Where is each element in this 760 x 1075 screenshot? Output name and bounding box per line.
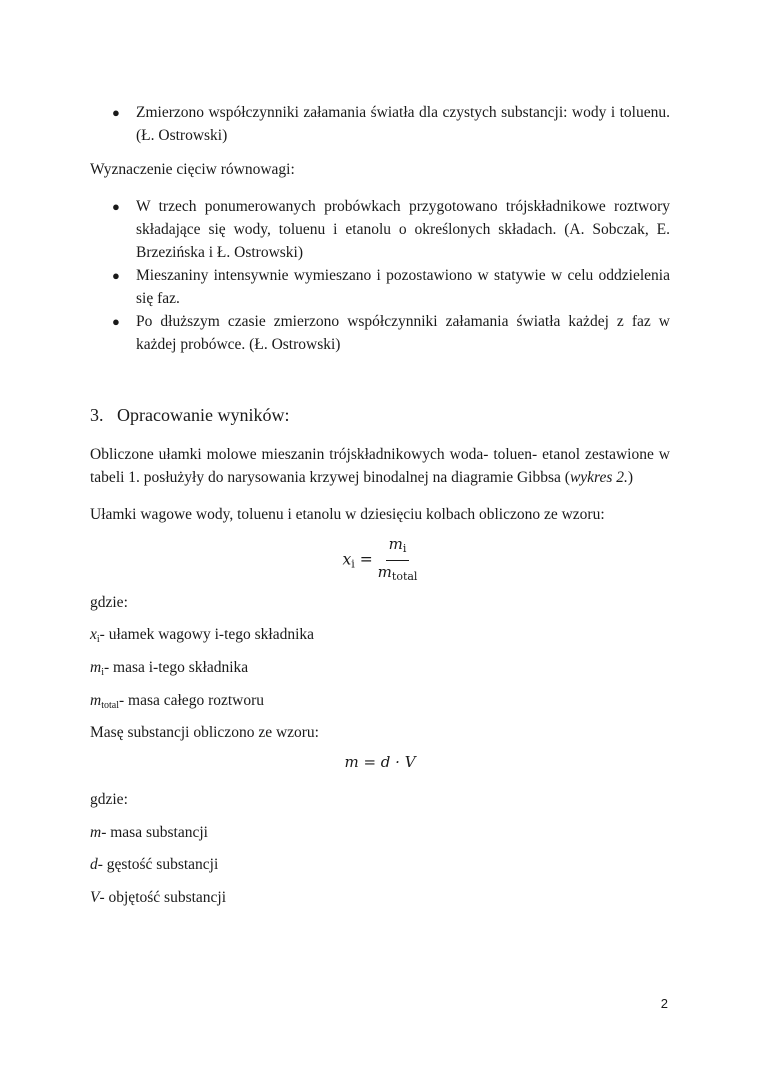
page-number: 2 [660,996,668,1011]
bullet-icon: ● [112,105,120,120]
list-item: ● W trzech ponumerowanych probówkach przygotowano trójskładnikowe roztwory składające się wody, toluenu i etanolu o określonych składach. (A. Sobczak, E. Brzezińska i Ł. Ostrowski) [90,195,670,264]
bullet-icon: ● [112,268,120,283]
section-number: 3. [90,405,104,425]
bullet-list-procedure [90,195,670,356]
list-item: ● Zmierzono współczynniki załamania światła dla czystych substancji: wody i toluenu. (Ł. Ostrowski) [90,101,670,147]
document-page [90,0,670,1075]
fraction: $\frac{m_i}{m_{total}}$ [377,535,418,583]
definition-mi: $m_i-$ masa i-tego składnika [90,659,249,678]
gdzie-label: gdzie: [90,594,128,611]
section-label-cieciw: Wyznaczenie cięciw równowagi: [90,161,295,178]
bullet-icon: ● [112,314,120,329]
list-item: ● Mieszaniny intensywnie wymieszano i pozostawiono w statywie w celu oddzielenia się faz. [90,264,670,310]
formula-mass: m = d · V [344,753,416,771]
formula-mass-fraction: $x_i$ = $\frac{m_i}{m_{total}}$ [90,535,670,586]
bullet-icon: ● [112,199,120,214]
section-heading [90,403,289,427]
definition-v: V- objętość substancji [90,889,227,906]
chart-reference: wykres 2. [569,469,628,486]
list-item: ● Po dłuższym czasie zmierzono współczynniki załamania światła każdej z faz w każdej probówce. (Ł. Ostrowski) [90,310,670,356]
paragraph-obliczone: Obliczone ułamki molowe mieszanin trójskładnikowych woda- toluen- etanol zestawione w tabeli 1. posłużyły do narysowania krzywej binodalnej na diagramie Gibbsa (wykres 2.) [90,446,670,486]
paragraph-ulamki: Ułamki wagowe wody, toluenu i etanolu w dziesięciu kolbach obliczono ze wzoru: [90,506,605,523]
paragraph-mase: Masę substancji obliczono ze wzoru: [90,724,319,741]
definition-d: d- gęstość substancji [90,856,219,873]
definition-m: m- masa substancji [90,824,208,841]
bullet-list-measurements [90,101,670,147]
gdzie-label: gdzie: [90,791,128,808]
definition-xi: $x_i-$ ułamek wagowy i-tego składnika [90,626,315,645]
section-title: Opracowanie wyników: [117,405,290,425]
definition-mtotal: $m_{total}-$ masa całego roztworu [90,692,265,711]
